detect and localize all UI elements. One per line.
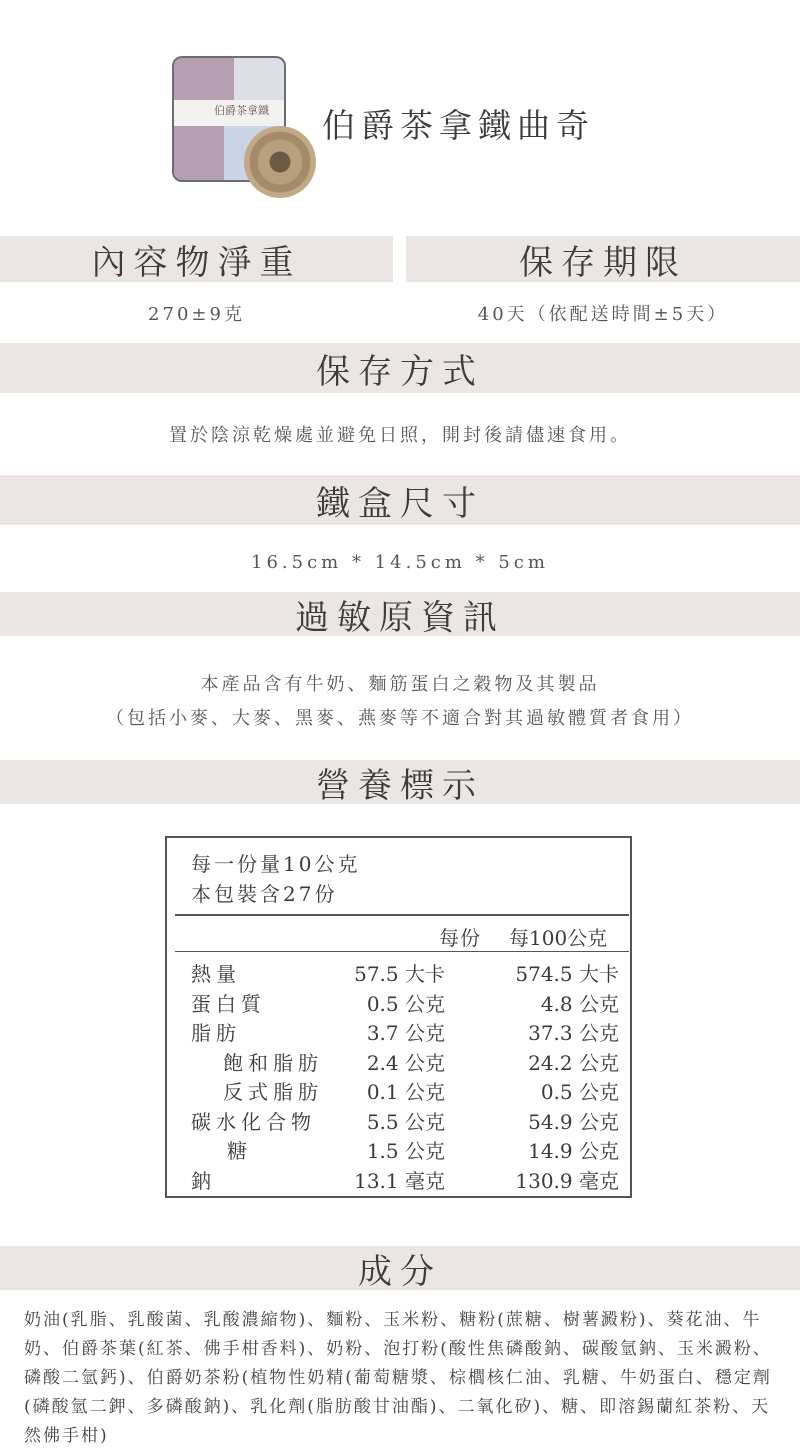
nutrition-row bbox=[191, 1017, 621, 1046]
tin-size-header bbox=[0, 475, 800, 525]
nutrient-name: 碳水化合物 bbox=[191, 1110, 316, 1134]
nutrition-row bbox=[191, 1047, 621, 1076]
storage-label: 保存方式 bbox=[316, 351, 484, 392]
serving-size: 每一份量10公克 bbox=[191, 852, 361, 876]
servings-per-package: 本包裝含27份 bbox=[191, 882, 338, 906]
per-100g-value: 54.9 公克 bbox=[528, 1110, 619, 1134]
nutrient-name: 脂肪 bbox=[191, 1021, 241, 1045]
nutrition-row bbox=[191, 1165, 621, 1194]
tin-size-label: 鐵盒尺寸 bbox=[316, 483, 484, 524]
nutrient-name: 糖 bbox=[227, 1139, 252, 1163]
per-100g-value: 4.8 公克 bbox=[540, 992, 619, 1016]
shelf-life-value: 40天（依配送時間±5天） bbox=[477, 304, 729, 325]
nutrient-name: 反式脂肪 bbox=[223, 1080, 323, 1104]
allergen-header bbox=[0, 592, 800, 636]
per-100g-value: 24.2 公克 bbox=[528, 1051, 619, 1075]
per-serving-value: 1.5 公克 bbox=[366, 1139, 445, 1163]
per-serving-value: 13.1 毫克 bbox=[354, 1169, 445, 1193]
nutrition-label: 營養標示 bbox=[316, 765, 484, 806]
per-serving-value: 57.5 大卡 bbox=[354, 962, 445, 986]
ingredients-label: 成分 bbox=[358, 1251, 442, 1292]
per-100g-value: 14.9 公克 bbox=[528, 1139, 619, 1163]
table-divider bbox=[175, 951, 629, 952]
shelf-life-header bbox=[406, 236, 800, 282]
nutrient-name: 蛋白質 bbox=[191, 992, 266, 1016]
per-100g-value: 130.9 毫克 bbox=[515, 1169, 619, 1193]
per-100g-value: 37.3 公克 bbox=[528, 1021, 619, 1045]
nutrition-table bbox=[165, 836, 632, 1198]
shelf-life-label: 保存期限 bbox=[519, 242, 687, 283]
per-100g-value: 574.5 大卡 bbox=[515, 962, 619, 986]
nutrition-row bbox=[191, 1076, 621, 1105]
per-serving-value: 0.5 公克 bbox=[366, 992, 445, 1016]
col-per-serving: 每份 bbox=[439, 926, 481, 950]
table-divider bbox=[175, 914, 629, 916]
storage-header bbox=[0, 343, 800, 393]
allergen-line-1: 本產品含有牛奶、麵筋蛋白之穀物及其製品 bbox=[200, 674, 600, 695]
nutrient-name: 鈉 bbox=[191, 1169, 216, 1193]
nutrition-row bbox=[191, 1135, 621, 1164]
per-100g-value: 0.5 公克 bbox=[540, 1080, 619, 1104]
product-title: 伯爵茶拿鐵曲奇 bbox=[322, 106, 595, 145]
cookie-image bbox=[244, 126, 316, 198]
nutrition-row bbox=[191, 988, 621, 1017]
ingredients-header bbox=[0, 1246, 800, 1290]
storage-value: 置於陰涼乾燥處並避免日照，開封後請儘速食用。 bbox=[169, 425, 631, 446]
nutrition-row bbox=[191, 1106, 621, 1135]
ingredients-text: 奶油(乳脂、乳酸菌、乳酸濃縮物)、麵粉、玉米粉、糖粉(蔗糖、樹薯澱粉)、葵花油、牛奶、伯爵茶葉(紅茶、佛手柑香料)、奶粉、泡打粉(酸性焦磷酸鈉、碳酸氫鈉、玉米澱粉、磷酸二氫鈣)、伯爵奶茶粉(植物性奶精(葡萄糖漿、棕櫚核仁油、乳糖、牛奶蛋白、穩定劑(磷酸氫二鉀、多磷酸鈉)、乳化劑(脂肪酸甘油酯)、二氧化矽)、糖、即溶錫蘭紅茶粉、天然佛手柑) bbox=[24, 1310, 772, 1446]
nutrient-name: 熱量 bbox=[191, 962, 241, 986]
net-weight-value: 270±9克 bbox=[148, 304, 245, 325]
allergen-line-2: （包括小麥、大麥、黑麥、燕麥等不適合對其過敏體質者食用） bbox=[106, 708, 694, 729]
nutrition-header bbox=[0, 760, 800, 804]
tin-size-value: 16.5cm * 14.5cm * 5cm bbox=[251, 552, 549, 573]
net-weight-label: 內容物淨重 bbox=[91, 242, 302, 283]
nutrient-name: 飽和脂肪 bbox=[223, 1051, 323, 1075]
per-serving-value: 5.5 公克 bbox=[366, 1110, 445, 1134]
tin-label-text: 伯爵茶拿鐵 bbox=[214, 104, 269, 117]
net-weight-header bbox=[0, 236, 393, 282]
col-per-100g: 每100公克 bbox=[509, 926, 608, 950]
per-serving-value: 3.7 公克 bbox=[366, 1021, 445, 1045]
per-serving-value: 2.4 公克 bbox=[366, 1051, 445, 1075]
allergen-label: 過敏原資訊 bbox=[295, 597, 505, 638]
per-serving-value: 0.1 公克 bbox=[366, 1080, 445, 1104]
nutrition-row bbox=[191, 958, 621, 987]
